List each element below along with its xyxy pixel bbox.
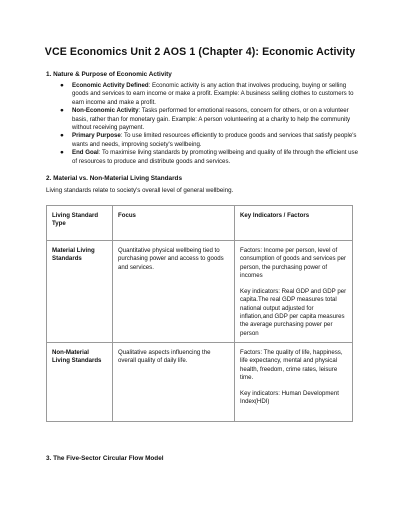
table-cell-factors [235,342,353,421]
bullet-term: End Goal [72,149,99,157]
bullet-text: : Tasks performed for emotional reasons, concern for others, or on a volunteer basis, rather than for monetary gain. Example: A person volunteering at a charity to help the community without receiving payment. [72,107,351,132]
bullet-dot: ● [60,132,64,140]
bullet-text: : To use limited resources efficiently to produce goods and services that satisfy people's wants and needs, improving society's wellbeing. [72,132,357,148]
table-header-cell: Focus [113,206,235,241]
standard-type: Non-Material Living Standards [52,348,102,365]
section-1-heading: 1. Nature & Purpose of Economic Activity [46,71,172,78]
section-2-intro: Living standards relate to society's overall level of general wellbeing. [46,187,234,194]
section-2-heading: 2. Material vs. Non-Material Living Standards [46,175,183,182]
table-cell-focus: Qualitative aspects influencing the overall quality of daily life. [113,342,235,421]
table-header-row [47,206,353,241]
document-title: VCE Economics Unit 2 AOS 1 (Chapter 4): Economic Activity [44,46,356,58]
indicators-text: Key indicators: Human Development Index(HDI) [240,390,339,406]
bullet-dot: ● [60,149,64,157]
factors-text: Factors: The quality of life, happiness, life expectancy, mental and physical health, freedom, crime rates, leisure time. [240,348,343,381]
table-row [47,241,353,343]
table-cell-factors [235,241,353,343]
section-3-heading: 3. The Five-Sector Circular Flow Model [46,455,164,462]
bullet-dot: ● [60,82,64,89]
bullet-term: Non-Economic Activity [72,107,139,115]
table-cell-type [47,342,113,421]
factors-text: Factors: Income per person, level of consumption of goods and services per person, the purchasing power of incomes [240,247,347,279]
standard-type: Material Living Standards [52,247,95,263]
bullet-item [46,107,358,132]
table-header-cell: Living Standard Type [47,206,113,241]
bullet-text: : Economic activity is any action that involves producing, buying or selling goods and services to earn income or make a profit. Example: A business selling clothes to customers to earn income and make a profit. [72,82,354,106]
table-row [47,342,353,421]
bullet-term: Economic Activity Defined [72,82,149,89]
bullet-text: : To maximise living standards by promoting wellbeing and quality of life through the efficient use of resources to produce and distribute goods and services. [72,149,358,165]
bullet-dot: ● [60,107,64,115]
table-header-cell: Key Indicators / Factors [235,206,353,241]
section-1-bullet-list [46,82,358,166]
bullet-item [46,132,358,149]
bullet-item [46,149,358,166]
table-cell-type [47,241,113,343]
bullet-term: Primary Purpose [72,132,121,140]
table-cell-focus: Quantitative physical wellbeing tied to purchasing power and access to goods and services. [113,241,235,343]
indicators-text: Key indicators: Real GDP and GDP per capita.The real GDP measures total national output adjusted for inflation,and GDP per capita measures the average purchasing power per person [240,288,347,337]
bullet-item [46,82,358,107]
living-standards-table [46,205,353,422]
